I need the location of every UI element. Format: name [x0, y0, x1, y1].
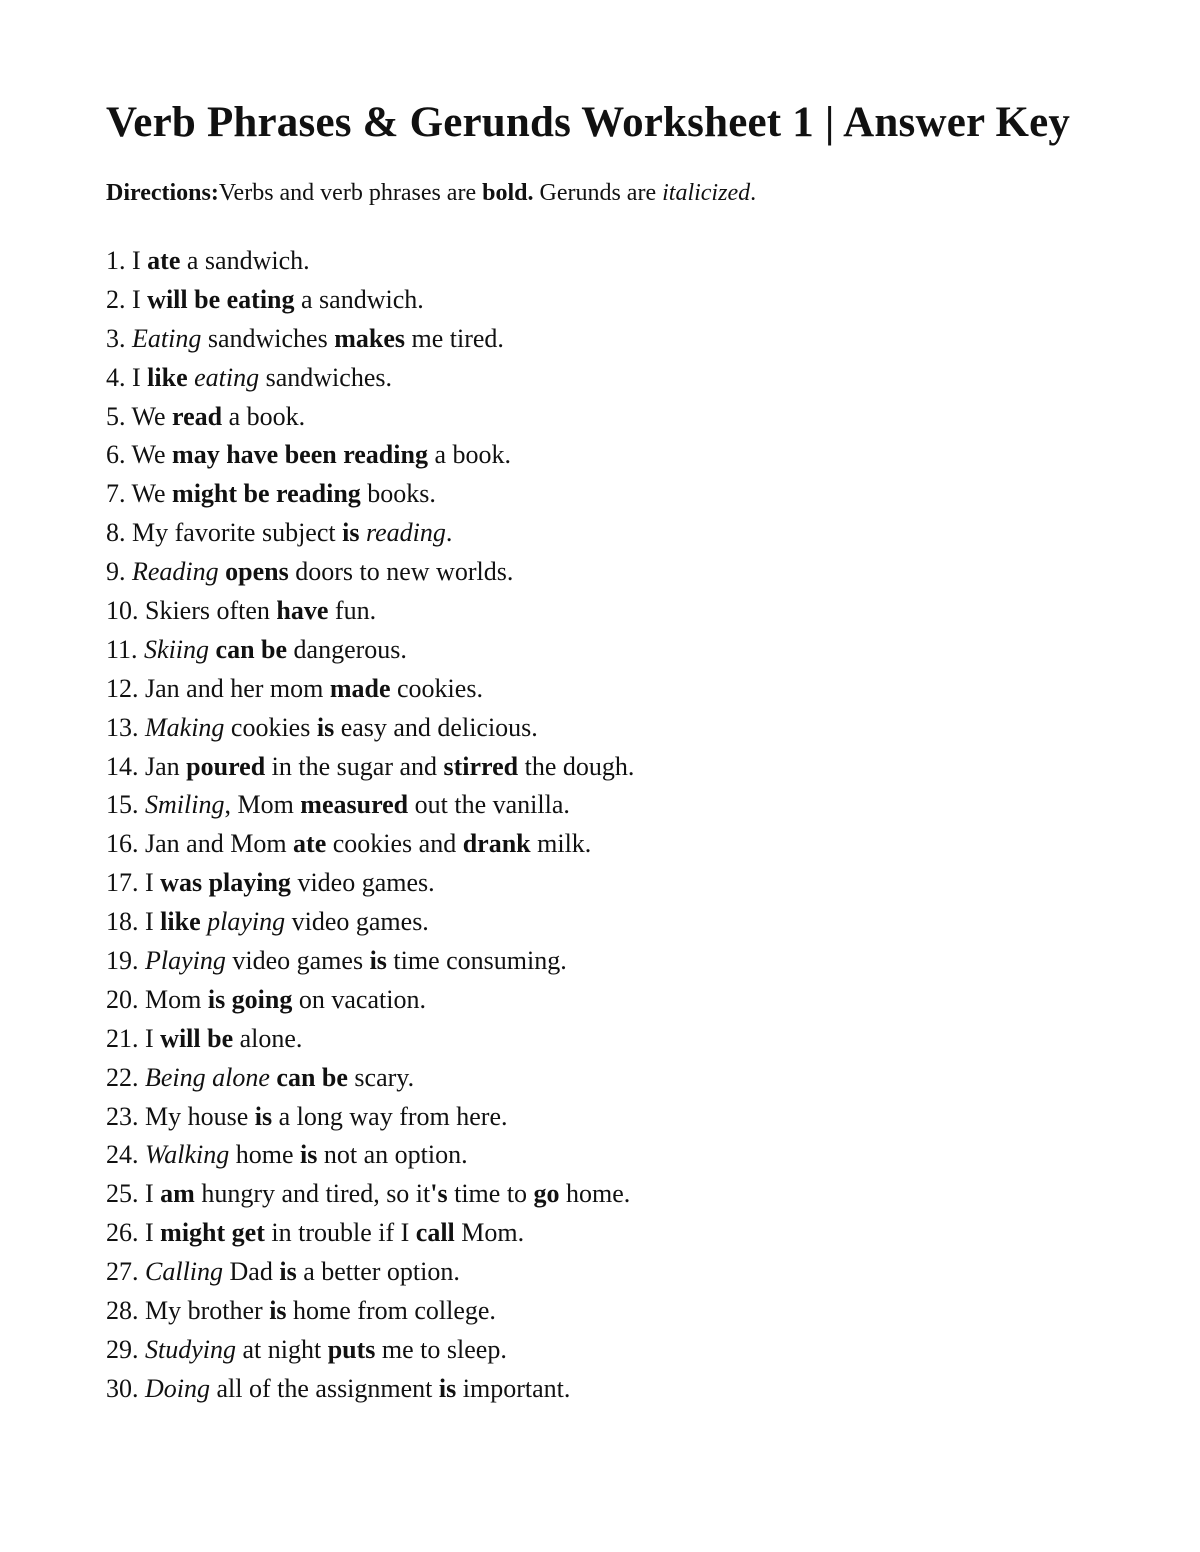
verb-phrase: have [276, 596, 329, 626]
gerund: Calling [145, 1257, 224, 1287]
answer-item [106, 981, 634, 1020]
gerund: Skiing [144, 634, 210, 664]
gerund: Reading [132, 557, 219, 587]
answer-item [106, 242, 634, 281]
gerund: playing [207, 907, 286, 937]
text-segment: home [229, 1140, 301, 1170]
text-segment: 6. We [106, 440, 173, 470]
verb-phrase: can be [276, 1062, 348, 1092]
answer-item [106, 592, 634, 631]
text-segment: 9. [106, 557, 132, 587]
verb-phrase: like [160, 907, 201, 937]
answer-item [106, 631, 634, 670]
text-segment: video games [225, 946, 370, 976]
text-segment: a book. [222, 401, 306, 431]
text-segment: 4. I [106, 362, 148, 392]
text-segment: 3. [106, 323, 132, 353]
verb-phrase: is going [207, 984, 293, 1014]
text-segment: dangerous. [287, 634, 407, 664]
text-segment: milk. [530, 829, 592, 859]
verb-phrase: made [329, 673, 391, 703]
verb-phrase: puts [327, 1334, 376, 1364]
text-segment: 23. My house [106, 1101, 255, 1131]
answer-item [106, 1331, 634, 1370]
verb-phrase: makes [334, 323, 405, 353]
answer-item [106, 1214, 634, 1253]
gerund: Studying [145, 1334, 236, 1364]
text-segment: Dad [223, 1257, 280, 1287]
answer-item [106, 1020, 634, 1059]
gerund: Smiling [145, 790, 225, 820]
text-segment: . [750, 180, 757, 206]
gerund: Playing [145, 946, 226, 976]
text-segment: 29. [106, 1334, 145, 1364]
text-segment: 16. Jan and Mom [106, 829, 294, 859]
verb-phrase: opens [225, 557, 289, 587]
answer-item [106, 1175, 634, 1214]
text-segment: video games. [285, 907, 429, 937]
answer-item [106, 1059, 634, 1098]
text-segment: important. [456, 1373, 571, 1403]
verb-phrase: might be reading [172, 479, 361, 509]
text-segment: on vacation. [292, 984, 426, 1014]
text-segment: Verbs and verb phrases are [218, 180, 483, 206]
answer-item [106, 903, 634, 942]
answer-item [106, 1098, 634, 1137]
text-segment: books. [360, 479, 436, 509]
answer-item [106, 670, 634, 709]
answer-item [106, 709, 634, 748]
answer-item [106, 553, 634, 592]
text-segment: 30. [106, 1373, 145, 1403]
text-segment: alone. [233, 1023, 303, 1053]
text-segment: home. [559, 1179, 631, 1209]
verb-phrase: can be [215, 634, 288, 664]
text-segment: 14. Jan [106, 751, 187, 781]
text-segment: 26. I [106, 1218, 161, 1248]
verb-phrase: was playing [160, 868, 291, 898]
text-segment: 24. [106, 1140, 145, 1170]
text-segment: easy and delicious. [334, 712, 538, 742]
text-segment: 11. [106, 634, 145, 664]
verb-phrase: poured [186, 751, 266, 781]
text-segment: a better option. [296, 1257, 460, 1287]
verb-phrase: read [172, 401, 223, 431]
text-segment: 27. [106, 1257, 145, 1287]
text-segment: 12. Jan and her mom [106, 673, 330, 703]
gerund: eating [194, 362, 260, 392]
text-segment: Gerunds are [533, 180, 663, 206]
text-segment: 1. I [106, 246, 148, 275]
text-segment: 21. I [106, 1023, 161, 1053]
text-segment: 18. I [106, 907, 161, 937]
text-segment: not an option. [317, 1140, 468, 1170]
text-segment: 10. Skiers often [106, 596, 277, 626]
text-segment: fun. [328, 596, 377, 626]
text-segment: scary. [347, 1062, 415, 1092]
text-segment: cookies. [390, 673, 483, 703]
text-segment: video games. [290, 868, 435, 898]
answer-item [106, 320, 634, 359]
text-segment: time consuming. [386, 946, 567, 976]
text-segment: sandwiches [201, 323, 335, 353]
answer-item [106, 1136, 634, 1175]
gerund: Being alone [145, 1062, 270, 1092]
text-segment: home from college. [286, 1296, 496, 1326]
text-segment: a long way from here. [272, 1101, 508, 1131]
text-segment: 8. My favorite subject [106, 518, 343, 548]
text-segment: . [445, 518, 453, 548]
answer-item [106, 359, 634, 398]
answer-item [106, 281, 634, 320]
text-segment: 25. I [106, 1179, 161, 1209]
text-segment: 15. [106, 790, 145, 820]
text-segment: cookies [224, 712, 317, 742]
text-segment: in the sugar and [265, 751, 444, 781]
gerund: Walking [145, 1140, 230, 1170]
answer-item [106, 786, 634, 825]
answer-item [106, 436, 634, 475]
directions-label: Directions: [106, 180, 219, 206]
gerund: reading [365, 518, 446, 548]
verb-phrase: will be [160, 1023, 234, 1053]
text-segment: out the vanilla. [408, 790, 570, 820]
verb-phrase: might get [160, 1218, 265, 1248]
text-segment: a sandwich. [294, 284, 424, 314]
text-segment: all of the assignment [210, 1373, 439, 1403]
text-segment: 2. I [106, 284, 148, 314]
verb-phrase: like [147, 362, 188, 392]
text-segment: 22. [106, 1062, 145, 1092]
gerund: Doing [145, 1373, 210, 1403]
verb-phrase: is [438, 1373, 457, 1403]
text-segment: me to sleep. [375, 1334, 507, 1364]
verb-phrase: will be eating [147, 284, 295, 314]
answer-item [106, 748, 634, 787]
answer-item [106, 825, 634, 864]
text-segment: 19. [106, 946, 145, 976]
answer-item [106, 1370, 634, 1409]
text-segment: 17. I [106, 868, 161, 898]
text-segment: sandwiches. [259, 362, 392, 392]
verb-phrase: drank [462, 829, 531, 859]
answer-item [106, 514, 634, 553]
answer-item [106, 942, 634, 981]
text-segment: doors to new worlds. [288, 557, 514, 587]
text-segment: in trouble if I [264, 1218, 416, 1248]
verb-phrase: is [316, 712, 335, 742]
text-segment: me tired. [404, 323, 504, 353]
verb-phrase: is [342, 518, 360, 548]
verb-phrase: stirred [443, 751, 519, 781]
verb-phrase: go [533, 1179, 560, 1209]
text-segment: 28. My brother [106, 1296, 270, 1326]
answer-item [106, 864, 634, 903]
verb-phrase: is [269, 1296, 287, 1326]
text-segment: cookies and [326, 829, 463, 859]
answer-item [106, 398, 634, 437]
text-segment: a sandwich. [180, 246, 310, 275]
verb-phrase: is [254, 1101, 273, 1131]
gerund: Making [145, 712, 225, 742]
verb-phrase: is [279, 1257, 297, 1287]
verb-phrase: call [415, 1218, 455, 1248]
directions [106, 180, 756, 207]
verb-phrase: is [369, 946, 387, 976]
answer-item [106, 1292, 634, 1331]
text-segment: the dough. [518, 751, 635, 781]
text-segment: a book. [427, 440, 511, 470]
answer-list [106, 242, 634, 1409]
text-segment: hungry and tired, so it [194, 1179, 431, 1209]
verb-phrase: measured [300, 790, 409, 820]
answer-item [106, 475, 634, 514]
answer-item [106, 1253, 634, 1292]
text-segment: at night [236, 1334, 328, 1364]
text-segment: 20. Mom [106, 984, 208, 1014]
text-segment: 13. [106, 712, 145, 742]
gerund: italicized [662, 180, 751, 206]
verb-phrase: ate [147, 246, 181, 275]
verb-phrase: bold. [482, 180, 534, 206]
verb-phrase: ate [293, 829, 327, 859]
verb-phrase: 's [430, 1179, 448, 1209]
text-segment: 7. We [106, 479, 173, 509]
verb-phrase: am [160, 1179, 195, 1209]
text-segment: time to [447, 1179, 534, 1209]
text-segment: 5. We [106, 401, 173, 431]
page-title: Verb Phrases & Gerunds Worksheet 1 | Answer Key [106, 99, 1071, 146]
verb-phrase: is [300, 1140, 318, 1170]
verb-phrase: may have been reading [172, 440, 428, 470]
text-segment: Mom. [454, 1218, 525, 1248]
gerund: Eating [132, 323, 202, 353]
text-segment: , Mom [224, 790, 301, 820]
